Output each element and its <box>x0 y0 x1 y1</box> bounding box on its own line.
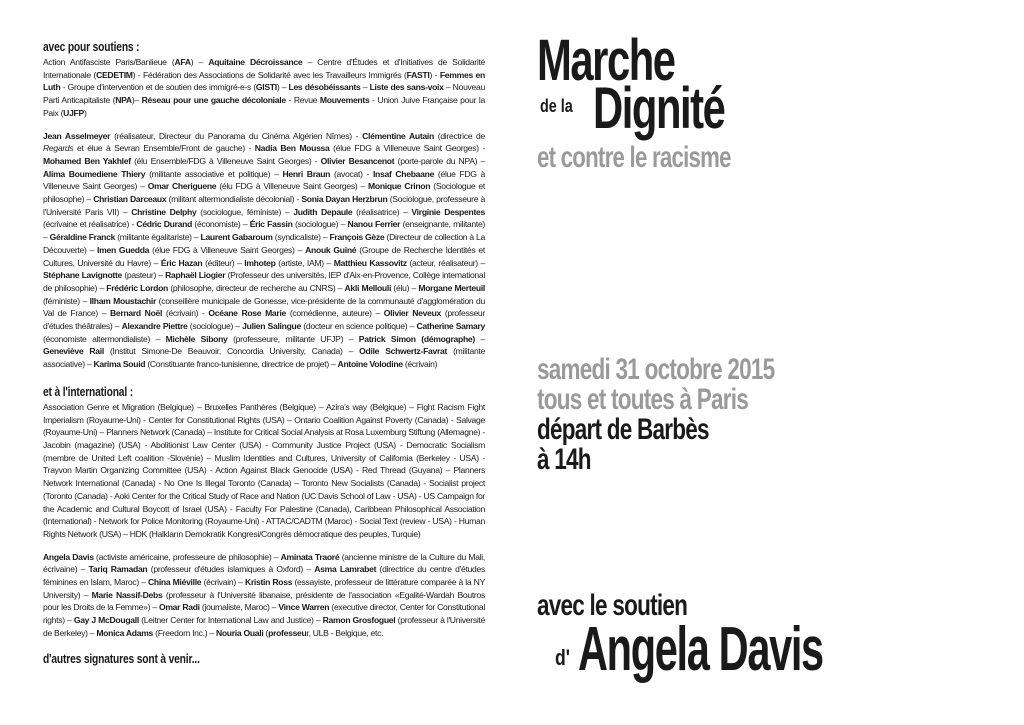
signatories-column <box>43 40 485 666</box>
international-paragraph: Association Genre et Migration (Belgique) – Bruxelles Panthères (Belgique) – Azira's way (Belgique) – Fight Racism Fight Imperialism (Royaume-Uni) - Center for Constitutional Rights (USA) – Ontario Coalition Against Poverty (Canada) - Salvage (Royaume-Uni) – Planners Network (Canada) – Institute for Critical Social Analysis at Rosa Luxemburg Stiftung (Allemagne) - Jacobin (magazine) (USA) - Abolitionist Law Center (USA) - Community Justice Project (USA) - Democratic Socialism (membre de United Left coalition -Slovénie) – Muslim Identities and Cultures, University of California (Berkeley - USA) - Trayvon Martin Organizing Committee (USA) - Action Against Black Genocide (USA) - Red Thread (Guyana) – Planners Network International (Canada) - No One Is Illegal Toronto (Canada) – Toronto New Socialists (Canada) - Socialist project (Toronto (Canada) - Aoki Center for the Critical Study of Race and Nation (UC Davis School of Law - USA) - US Campaign for the Academic and Cultural Boycott of Israel (USA) - Faculty For Palestine (Canada), Caribbean Philosophical Association (International) - Network for Police Monitoring (Royaume-Uni) - ATTAC/CADTM (Maroc) - Social Text (review - USA) - Human Rights Network (USA) – HDK (Halkların Demokratik Kongresi/Congrès démocratique des peuples, Turquie) <box>43 401 485 539</box>
support-prefix: d' <box>555 645 570 670</box>
event-date: samedi 31 octobre 2015 <box>537 353 775 386</box>
title-marche: Marche <box>537 28 675 93</box>
title-dignite: Dignité <box>593 76 725 141</box>
title-de-la: de la <box>540 96 573 116</box>
international-heading: et à l'international : <box>43 384 133 399</box>
support-line: avec le soutien <box>537 589 688 622</box>
event-departure: départ de Barbès <box>537 413 709 446</box>
closing-line: d'autres signatures sont à venir... <box>43 651 200 666</box>
subtitle: et contre le racisme <box>537 141 731 174</box>
event-time: à 14h <box>537 443 591 476</box>
event-place: tous et toutes à Paris <box>537 383 749 416</box>
individuals-paragraph: Jean Asselmeyer (réalisateur, Directeur du Panorama du Cinéma Algérien Nîmes) - Clémentine Autain (directrice de Regards et élue à Sevran Ensemble/Front de gauche) - Nadia Ben Moussa (élue FDG à Villeneuve Saint Georges) - Mohamed Ben Yakhlef (élu Ensemble/FDG à Villeneuve Saint Georges) - Olivier Besancenot (porte-parole du NPA) – Alima Boumediene Thiery (militante associative et politique) – Henri Braun (avocat) - Insaf Chebaane (élue FDG à Villeneuve Saint Georges) – Omar Cheriguene (élu FDG à Villeneuve Saint Georges) – Monique Crinon (Sociologue et philosophe) – Christian Darceaux (militant altermondialiste décolonial) - Sonia Dayan Herzbrun (Sociologue, professeure à l'Université Paris VII) – Christine Delphy (sociologue, féministe) – Judith Depaule (réalisatrice) – Virginie Despentes (écrivaine et réalisatrice) - Cédric Durand (économiste) – Éric Fassin (sociologue) – Nanou Ferrier (enseignante, militante) – Géraldine Franck (militante égalitariste) – Laurent Gabaroum (syndicaliste) – François Gèze (Directeur de collection à La Découverte) – Imen Guedda (élue FDG à Villeneuve Saint Georges) – Anouk Guiné (Groupe de Recherche Identités et Cultures, Université du Havre) – Éric Hazan (éditeur) – Imhotep (artiste, IAM) – Matthieu Kassovitz (acteur, réalisateur) – Stéphane Lavignotte (pasteur) – Raphaël Liogier (Professeur des universités, IEP d'Aix-en-Provence, Collège international de philosophie) – Frédéric Lordon (philosophe, directeur de recherche au CNRS) – Akli Mellouli (élu) – Morgane Merteuil (féministe) – Ilham Moustachir (conseillère municipale de Gonesse, vice-présidente de la communauté d'agglomération du Val de France) – Bernard Noël (écrivain) - Océane Rose Marie (comédienne, auteure) – Olivier Neveux (professeur d'études théâtrales) – Alexandre Piettre (sociologue) – Julien Salingue (docteur en science politique) – Catherine Samary (économiste altermondialiste) – Michèle Sibony (professeure, militante UFJP) – Patrick Simon (démographe) – Geneviève Rail (Institut Simone-De Beauvoir, Concordia University, Canada) – Odile Schwertz-Favrat (militante associative) – Karima Souid (Constituante franco-tunisienne, directrice de projet) – Antoine Volodine (écrivain) <box>43 130 486 370</box>
international-individuals-paragraph: Angela Davis (activiste américaine, professeure de philosophie) – Aminata Traoré (ancienne ministre de la Culture du Mali, écrivaine) – Tariq Ramadan (professeur d'études islamiques à Oxford) – Asma Lamrabet (directrice du centre d'études féminines en Islam, Maroc) – China Miéville (écrivain) – Kristin Ross (essayiste, professeur de littérature comparée à la NY University) – Marie Nassif-Debs (professeur à l'Université libanaise, présidente de l'association «Egalité-Wardah Boutros pour les Droits de la Femme») – Omar Radi (journaliste, Maroc) – Vince Warren (executive director, Center for Constitutional rights) – Gay J McDougall (Leitner Center for International Law and Justice) – Ramon Grosfoguel (professeur à l'Université de Berkeley) – Monica Adams (Freedom Inc.) – Nouria Ouali (professeur, ULB - Belgique, etc. <box>43 551 486 638</box>
supporters-heading: avec pour soutiens : <box>43 40 140 54</box>
organizations-paragraph: Action Antifasciste Paris/Banlieue (AFA) – Aquitaine Décroissance – Centre d'Études et d'Initiatives de Solidarité Internationale (CEDETIM) - Fédération des Associations de Solidarité avec les Travailleurs Immigrés (FASTI) - Femmes en Luth - Groupe d'intervention et de soutien des immigré-e-s (GISTI) – Les désobéissants – Liste des sans-voix – Nouveau Parti Anticapitaliste (NPA)– Réseau pour une gauche décoloniale - Revue Mouvements - Union Juive Française pour la Paix (UJFP) <box>43 57 486 118</box>
support-name: Angela Davis <box>578 615 823 684</box>
